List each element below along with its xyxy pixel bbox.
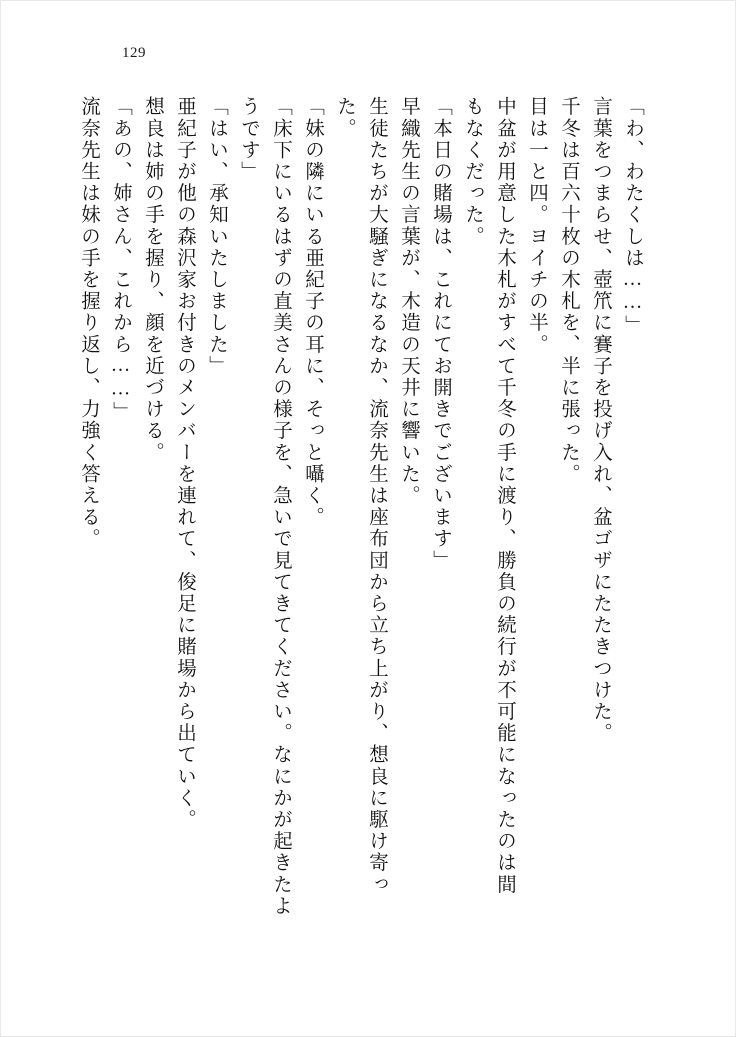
- text-line: 言葉をつまらせ、壺笊に賽子を投げ入れ、盆ゴザにたたきつけた。: [590, 96, 611, 744]
- text-line: 流奈先生は妹の手を握り返し、力強く答える。: [78, 96, 99, 550]
- text-line: 「あの、姉さん、これから……」: [110, 96, 131, 423]
- text-line: 目は一と四。ヨイチの半。: [526, 96, 547, 356]
- text-line: もなくだった。: [462, 96, 483, 248]
- text-line: 生徒たちが大騒ぎになるなか、流奈先生は座布団から立ち上がり、想良に駆け寄っ: [366, 96, 387, 896]
- text-line: 亜紀子が他の森沢家お付きのメンバーを連れて、俊足に賭場から出ていく。: [174, 96, 195, 831]
- page-number: 129: [122, 45, 146, 61]
- text-line: 「はい、承知いたしました」: [206, 96, 227, 377]
- text-line: 想良は姉の手を握り、顔を近づける。: [142, 96, 163, 464]
- text-line: 「わ、わたくしは……」: [622, 96, 643, 337]
- text-line: 「本日の賭場は、これにてお開きでございます」: [430, 96, 451, 572]
- text-line: 「床下にいるはずの直美さんの様子を、急いで見てきてください。なにかが起きたよ: [270, 96, 291, 917]
- text-line: うです」: [238, 96, 259, 183]
- text-line: た。: [334, 96, 355, 140]
- text-line: 早織先生の言葉が、木造の天井に響いた。: [398, 96, 419, 507]
- text-line: 千冬は百六十枚の木札を、半に張った。: [558, 96, 579, 485]
- text-line: 「妹の隣にいる亜紀子の耳に、そっと囁く。: [302, 96, 323, 528]
- vertical-text-block: [78, 96, 643, 956]
- text-line: 中盆が用意した木札がすべて千冬の手に渡り、勝負の続行が不可能になったのは間: [494, 96, 515, 896]
